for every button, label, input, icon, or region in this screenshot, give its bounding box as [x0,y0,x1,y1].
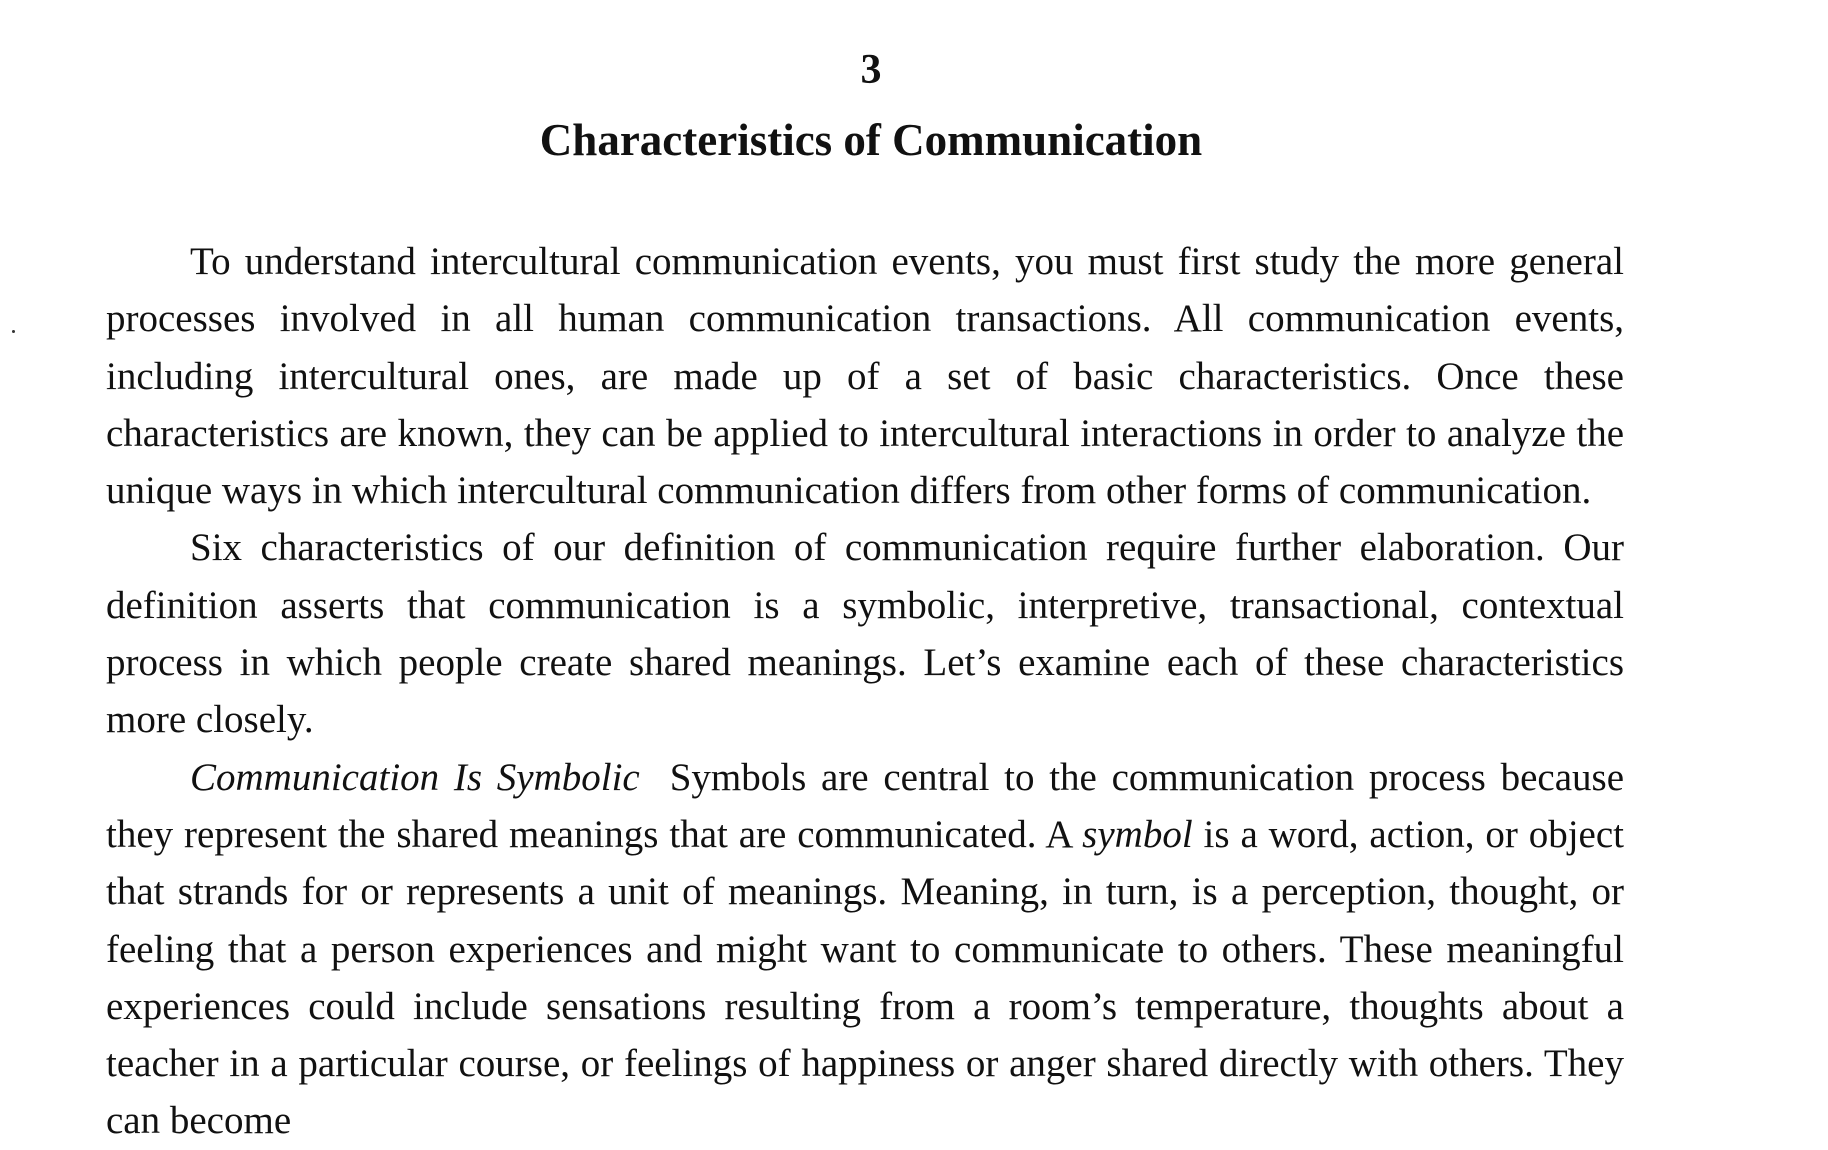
term-symbol: symbol [1082,812,1193,856]
chapter-title: Characteristics of Communication [539,115,1203,165]
margin-speck [12,330,15,333]
paragraph-symbolic-text-1: Symbols are central to the communication process because they represent the shared meanings that are communicated. A [106,755,1625,856]
paragraph-six-characteristics: Six characteristics of our definition of communication require further elaboration. Our definition asserts that communication is a symbolic, interpretive, transactional, contextual process in which people create shared meanings. Let’s examine each of these characteristics more closely. [106,526,1624,742]
paragraph-symbolic-text-2: is a word, action, or object that strands for or represents a unit of meanings. Meaning, in turn, is a perception, thought, or feeling that a person experiences and might want to communicate to others. These meaningful experiences could include sensations resulting from a room’s temperature, thoughts about a teacher in a particular course, or feelings of happiness or anger shared directly with others. They can become [106,812,1624,1143]
paragraph-symbolic [106,749,1624,1150]
section-heading-symbolic: Communication Is Symbolic [190,755,640,799]
body-text [106,233,1624,1150]
chapter-number: 3 [860,47,882,93]
paragraph-intro: To understand intercultural communication events, you must first study the more general processes involved in all human communication transactions. All communication events, including intercultural ones, are made up of a set of basic characteristics. Once these characteristics are known, they can be applied to intercultural interactions in order to analyze the unique ways in which intercultural communication differs from other forms of communication. [106,240,1624,513]
